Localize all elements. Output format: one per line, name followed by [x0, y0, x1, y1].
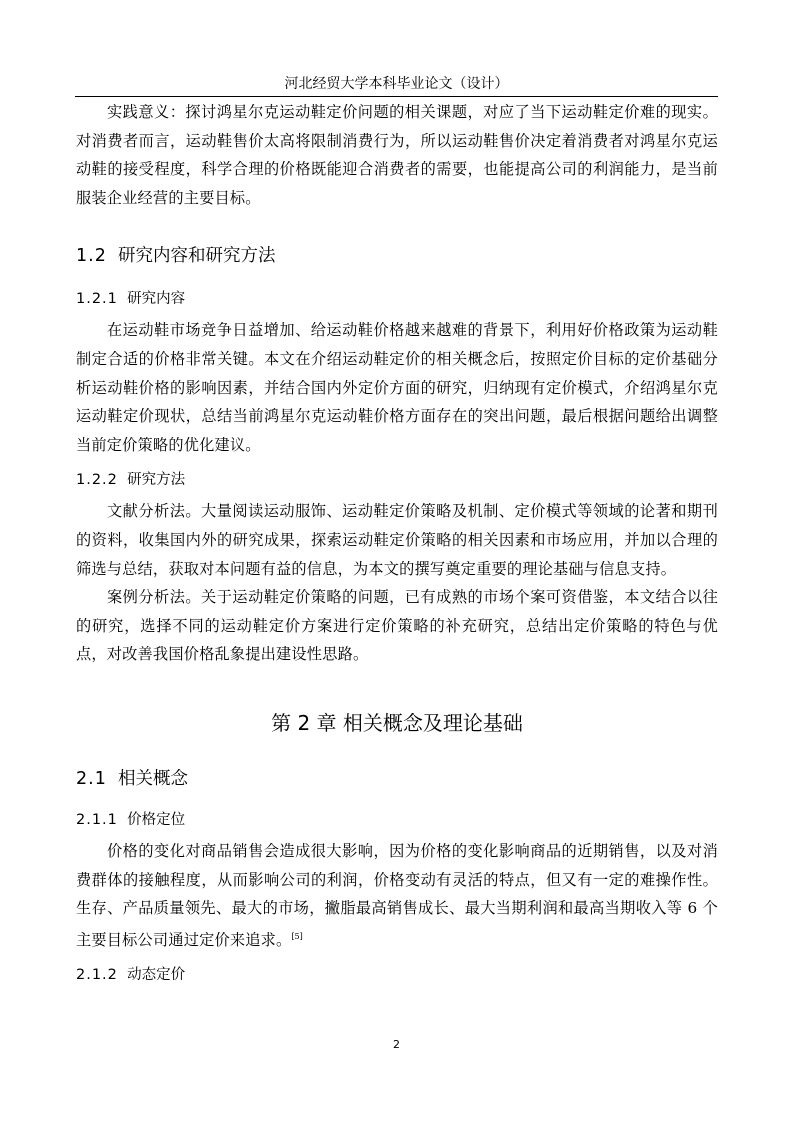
section-title: 相关概念 — [117, 768, 188, 789]
subsection-heading-1-2-2 — [76, 469, 718, 491]
paragraph-research-content: 在运动鞋市场竞争日益增加、给运动鞋价格越来越难的背景下，利用好价格政策为运动鞋制定合适的价格非常关键。本文在介绍运动鞋定价的相关概念后，按照定价目标的定价基础分析运动鞋价格的影响因素，并结合国内外定价方面的研究，归纳现有定价模式，介绍鸿星尔克运动鞋定价现状，总结当前鸿星尔克运动鞋价格方面存在的突出问题，最后根据问题给出调整当前定价策略的优化建议。 — [76, 321, 718, 454]
paragraph-case-analysis: 案例分析法。关于运动鞋定价策略的问题，已有成熟的市场个案可资借鉴，本文结合以往的研究，选择不同的运动鞋定价方案进行定价策略的补充研究，总结出定价策略的特色与优点，对改善我国价格乱象提出建设性思路。 — [76, 588, 718, 664]
subsection-heading-2-1-1 — [76, 809, 718, 831]
subsection-number: 1.2.2 — [76, 472, 118, 489]
page-header: 河北经贸大学本科毕业论文（设计） — [75, 74, 718, 97]
section-number: 2.1 — [76, 768, 107, 789]
citation-reference[interactable]: [5] — [291, 931, 303, 941]
paragraph-literature-analysis: 文献分析法。大量阅读运动服饰、运动鞋定价策略及机制、定价模式等领域的论著和期刊的资料，收集国内外的研究成果，探索运动鞋定价策略的相关因素和市场应用，并加以合理的筛选与总结，获取对本问题有益的信息，为本文的撰写奠定重要的理论基础与信息支持。 — [76, 502, 718, 578]
page-number: 2 — [393, 1038, 400, 1051]
section-number: 1.2 — [76, 246, 107, 267]
subsection-title: 价格定位 — [127, 811, 186, 828]
paragraph-text: 价格的变化对商品销售会造成很大影响，因为价格的变化影响商品的近期销售，以及对消费群体的接触程度，从而影响公司的利润，价格变动有灵活的特点，但又有一定的难操作性。生存、产品质量领先、最大的市场，撇脂最高销售成长、最大当期利润和最高当期收入等 6 个主要目标公司通过定价来追求。 — [76, 841, 718, 949]
paragraph-practical-significance: 实践意义：探讨鸿星尔克运动鞋定价问题的相关课题，对应了当下运动鞋定价难的现实。对消费者而言，运动鞋售价太高将限制消费行为，所以运动鞋售价决定着消费者对鸿星尔克运动鞋的接受程度，科学合理的价格既能迎合消费者的需要，也能提高公司的利润能力，是当前服装企业经营的主要目标。 — [76, 103, 718, 207]
subsection-title: 动态定价 — [127, 967, 186, 984]
page-body — [76, 98, 718, 986]
subsection-number: 2.1.1 — [76, 811, 118, 828]
subsection-title: 研究内容 — [127, 291, 186, 308]
subsection-heading-1-2-1 — [76, 288, 718, 310]
section-title: 研究内容和研究方法 — [117, 246, 276, 267]
chapter-heading-2: 第 2 章 相关概念及理论基础 — [271, 710, 523, 735]
paragraph-price-positioning — [76, 837, 718, 954]
subsection-heading-2-1-2 — [76, 964, 718, 986]
section-heading-1-2 — [76, 244, 718, 268]
subsection-number: 2.1.2 — [76, 967, 118, 984]
section-heading-2-1 — [76, 767, 718, 791]
subsection-title: 研究方法 — [127, 472, 186, 489]
subsection-number: 1.2.1 — [76, 291, 118, 308]
